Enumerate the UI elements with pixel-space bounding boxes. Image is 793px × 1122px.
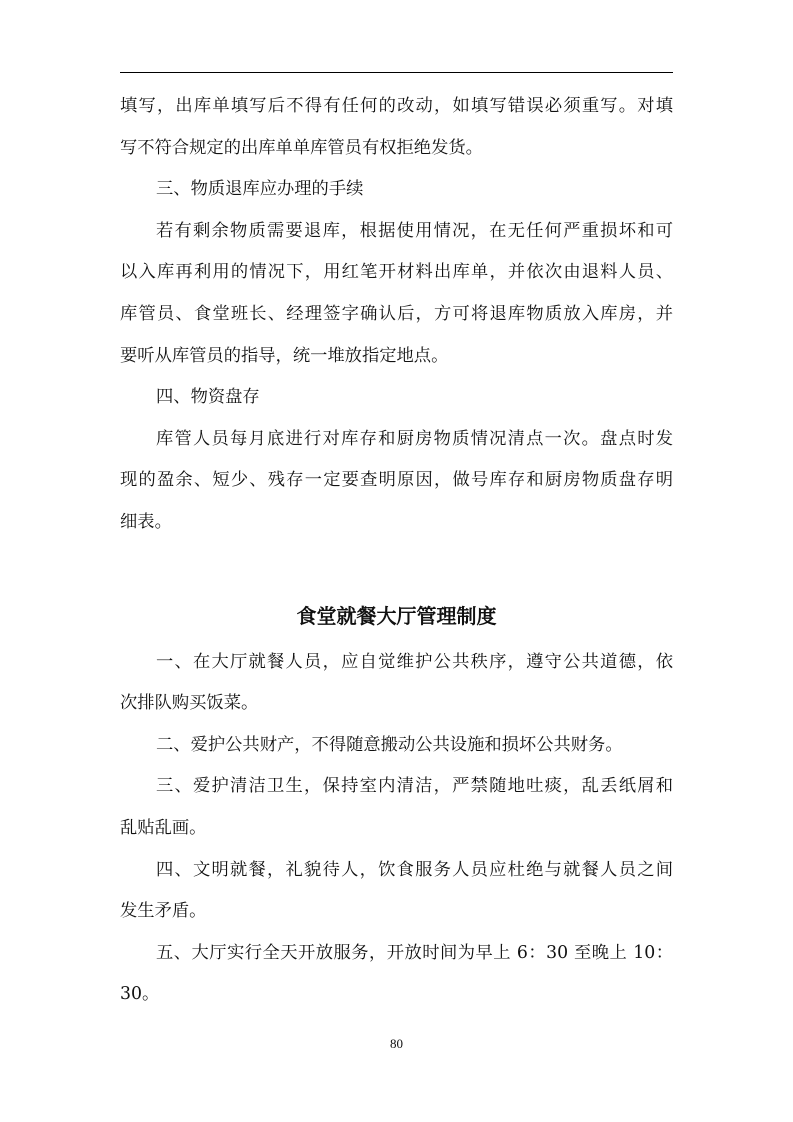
paragraph-line: 库管人员每月底进行对库存和厨房物质情况清点一次。盘点时发 <box>156 428 673 449</box>
section-heading: 三、物质退库应办理的手续 <box>156 179 364 200</box>
paragraph-line: 次排队购买饭菜。 <box>120 693 259 714</box>
page-number: 80 <box>390 1036 403 1051</box>
paragraph-line: 库管员、食堂班长、经理签字确认后，方可将退库物质放入库房，并 <box>120 303 673 324</box>
document-title: 食堂就餐大厅管理制度 <box>296 603 497 628</box>
section-warehouse-rules <box>120 86 673 544</box>
paragraph-line: 发生矛盾。 <box>120 901 207 922</box>
paragraph-line: 四、文明就餐，礼貌待人，饮食服务人员应杜绝与就餐人员之间 <box>156 859 673 880</box>
paragraph-line: 五、大厅实行全天开放服务，开放时间为早上 6：30 至晚上 10： <box>156 942 673 963</box>
paragraph-line: 现的盈余、短少、残存一定要查明原因，做号库存和厨房物质盘存明 <box>120 470 673 491</box>
page-content <box>120 86 673 1016</box>
paragraph-line: 要听从库管员的指导，统一堆放指定地点。 <box>120 345 449 366</box>
paragraph-line: 细表。 <box>120 511 172 532</box>
header-rule <box>120 72 673 73</box>
paragraph-line: 二、爱护公共财产，不得随意搬动公共设施和损坏公共财务。 <box>156 734 623 755</box>
paragraph-line: 填写，出库单填写后不得有任何的改动，如填写错误必须重写。对填 <box>120 96 673 116</box>
paragraph-line: 以入库再利用的情况下，用红笔开材料出库单，并依次由退料人员、 <box>120 262 673 283</box>
section-heading: 四、物资盘存 <box>156 387 260 408</box>
paragraph-line: 乱贴乱画。 <box>120 817 207 838</box>
paragraph-line: 30。 <box>120 984 160 1005</box>
paragraph-line: 一、在大厅就餐人员，应自觉维护公共秩序，遵守公共道德，依 <box>156 651 673 672</box>
section-dining-hall-rules <box>120 592 673 1016</box>
paragraph-line: 写不符合规定的出库单单库管员有权拒绝发货。 <box>120 137 483 158</box>
section-gap <box>120 544 673 592</box>
paragraph-line: 若有剩余物质需要退库，根据使用情况，在无任何严重损坏和可 <box>156 220 673 241</box>
paragraph-line: 三、爱护清洁卫生，保持室内清洁，严禁随地吐痰，乱丢纸屑和 <box>156 776 673 797</box>
